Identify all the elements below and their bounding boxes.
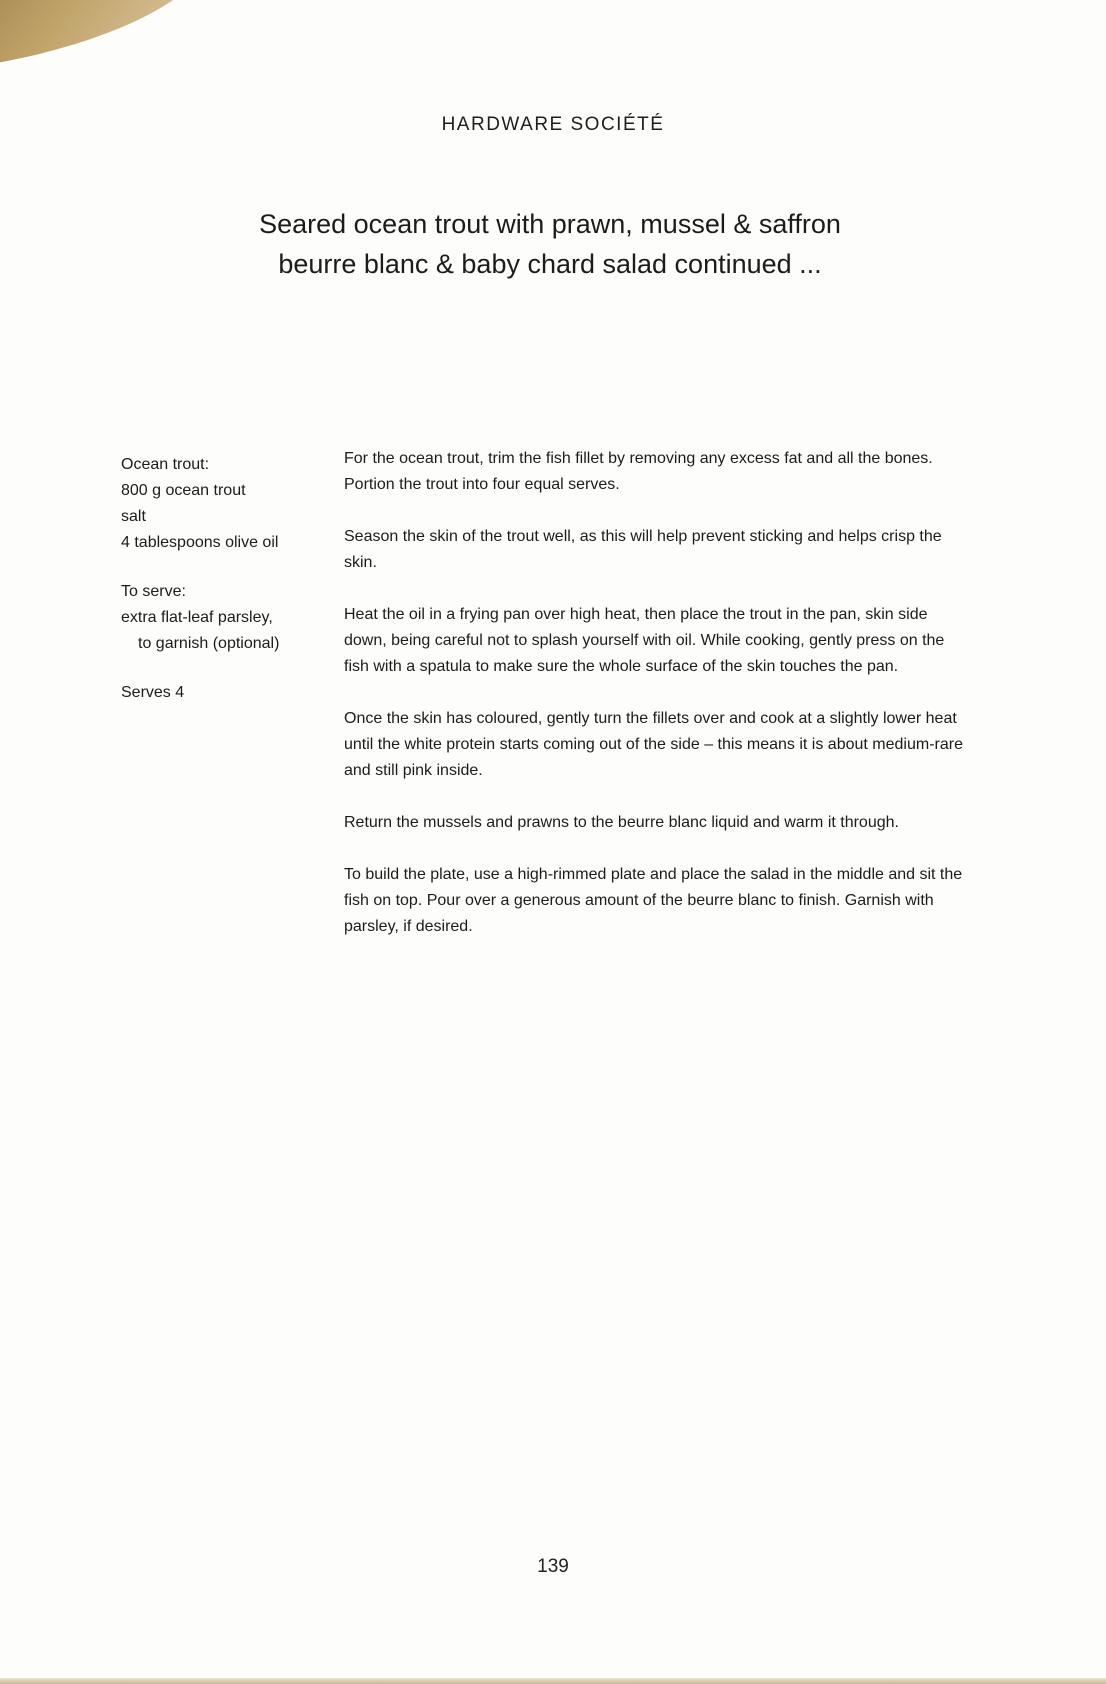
ingredient-group-heading: To serve:: [121, 583, 186, 600]
page-bottom-edge: [0, 1678, 1106, 1684]
ingredients-list: [121, 452, 321, 729]
ingredient-group-to-serve: [121, 579, 321, 657]
ingredient-item: extra flat-leaf parsley,: [121, 609, 273, 626]
method-paragraph: Return the mussels and prawns to the beurre blanc liquid and warm it through.: [344, 814, 899, 831]
method-paragraph: Season the skin of the trout well, as this will help prevent sticking and helps crisp the skin.: [344, 528, 942, 571]
ingredient-item: 800 g ocean trout: [121, 482, 246, 499]
running-header: HARDWARE SOCIÉTÉ: [441, 114, 665, 135]
serves-note: Serves 4: [121, 684, 185, 701]
recipe-title-line-1: Seared ocean trout with prawn, mussel & saffron: [259, 209, 841, 239]
ingredient-group-heading: Ocean trout:: [121, 456, 210, 473]
ingredient-group-ocean-trout: [121, 452, 321, 556]
method-paragraph: For the ocean trout, trim the fish fillet by removing any excess fat and all the bones. Portion the trout into four equal serves.: [344, 450, 933, 493]
method-steps: [344, 446, 964, 966]
method-paragraph: Heat the oil in a frying pan over high heat, then place the trout in the pan, skin side down, being careful not to splash yourself with oil. While cooking, gently press on the fish with a spatula to make sure the whole surface of the skin touches the pan.: [344, 606, 945, 675]
page-number: 139: [537, 1556, 569, 1577]
page-corner-shadow: [0, 0, 225, 68]
ingredient-item: 4 tablespoons olive oil: [121, 534, 279, 551]
method-paragraph: To build the plate, use a high-rimmed plate and place the salad in the middle and sit the fish on top. Pour over a generous amount of the beurre blanc to finish. Garnish with parsley, if desired.: [344, 866, 963, 935]
recipe-title: [200, 204, 900, 284]
ingredient-item: salt: [121, 508, 146, 525]
ingredient-item-continued: to garnish (optional): [138, 635, 280, 652]
recipe-title-line-2: beurre blanc & baby chard salad continued ...: [278, 249, 822, 279]
method-paragraph: Once the skin has coloured, gently turn the fillets over and cook at a slightly lower heat until the white protein starts coming out of the side – this means it is about medium-rare and still pink inside.: [344, 710, 963, 779]
